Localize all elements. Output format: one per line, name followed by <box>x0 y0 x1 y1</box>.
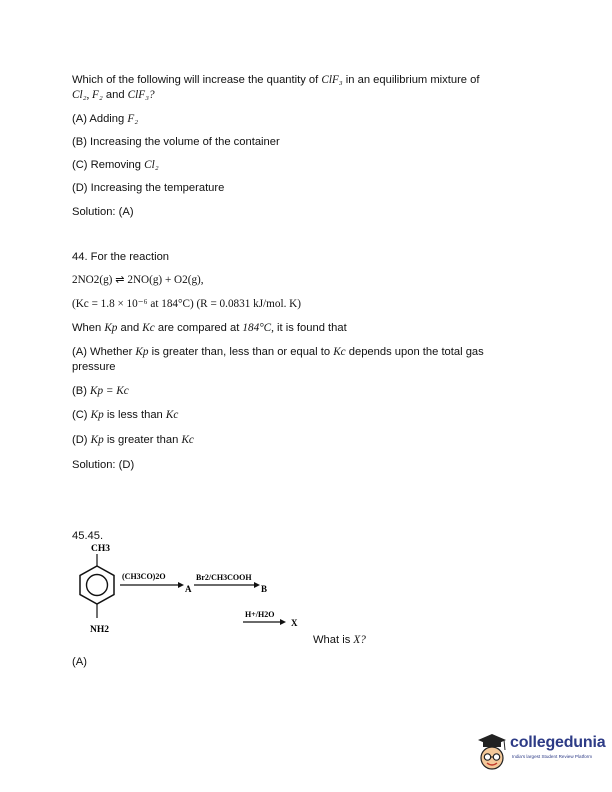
q44-option-d-label: (D) <box>72 434 88 446</box>
q45-arrow-3-head <box>280 619 286 625</box>
q43-stem-species-3: ClF₃? <box>127 89 155 101</box>
logo-wordmark: collegedunia <box>510 734 606 751</box>
q45-reagent-2: Br2/CH3COOH <box>196 573 252 582</box>
q43-option-d: (D) Increasing the temperature <box>72 182 225 194</box>
q44-compare-text-3: are compared at <box>157 322 240 334</box>
q44-option-a-kc: Kc <box>333 346 346 358</box>
collegedunia-logo <box>474 730 606 776</box>
q44-reaction: 2NO2(g) ⇌ 2NO(g) + O2(g), <box>72 274 204 286</box>
q43-option-c-label: (C) Removing <box>72 159 142 171</box>
q44-kc: Kc <box>142 322 155 334</box>
graduate-mascot-icon <box>474 730 510 774</box>
q45-benzene-ring <box>80 566 114 604</box>
q44-compare-line <box>72 321 347 335</box>
q43-stem-species: ClF₃ <box>321 74 343 86</box>
q44-option-c <box>72 408 178 422</box>
q44-temp: 184°C, <box>242 322 274 334</box>
q45-question <box>313 633 366 647</box>
q45-product-x: X <box>291 618 298 628</box>
q44-compare-text-2: and <box>120 322 140 334</box>
q43-option-c-math: Cl₂ <box>144 159 159 171</box>
q44-option-a-text-2: is greater than, less than or equal to <box>151 346 331 358</box>
q43-stem-text: Which of the following will increase the quantity of <box>72 74 319 86</box>
q43-stem-species-2: Cl₂, F₂ <box>72 89 103 101</box>
q44-kp: Kp <box>104 322 118 334</box>
q43-option-a <box>72 112 138 126</box>
q44-solution: Solution: (D) <box>72 459 135 471</box>
q45-product-a: A <box>185 584 192 594</box>
q43-option-a-label: (A) Adding <box>72 113 125 125</box>
q44-option-a-kp: Kp <box>135 346 149 358</box>
q44-compare-text-4: it is found that <box>277 322 347 334</box>
q44-option-d-kc: Kc <box>181 434 194 446</box>
q44-option-a-text-3: depends upon the total gas <box>348 346 484 358</box>
logo-tagline: India's largest Student Review Platform <box>512 754 593 759</box>
q43-option-b: (B) Increasing the volume of the container <box>72 136 280 148</box>
q44-compare-text-1: When <box>72 322 102 334</box>
q44-option-b-label: (B) <box>72 385 87 397</box>
q44-option-c-text: is less than <box>106 409 163 421</box>
q44-option-b-math: Kp = Kc <box>90 385 129 397</box>
q43-option-c <box>72 158 159 172</box>
q44-option-c-label: (C) <box>72 409 88 421</box>
q44-option-c-kp: Kp <box>90 409 104 421</box>
q45-reagent-1: (CH3CO)2O <box>122 572 166 581</box>
q44-option-d-kp: Kp <box>90 434 104 446</box>
q45-option-a: (A) <box>72 656 87 668</box>
q44-option-a-line1 <box>72 345 484 359</box>
q43-option-a-math: F₂ <box>127 113 139 125</box>
q45-question-text: What is <box>313 634 351 646</box>
q43-stem-text-2: in an equilibrium mixture of <box>345 74 480 86</box>
q44-option-a-line2: pressure <box>72 361 116 373</box>
q45-reagent-3: H+/H2O <box>245 610 275 619</box>
q44-option-d-text: is greater than <box>106 434 179 446</box>
q43-solution: Solution: (A) <box>72 206 134 218</box>
q44-option-c-kc: Kc <box>165 409 179 421</box>
q44-option-a-text-1: (A) Whether <box>72 346 133 358</box>
q45-nh2-label: NH2 <box>90 625 109 635</box>
q45-title: 45.45. <box>72 530 104 542</box>
q45-ch3-label: CH3 <box>91 544 110 554</box>
q43-stem-and: and <box>105 89 125 101</box>
q44-option-b <box>72 384 129 398</box>
q45-benzene-circle <box>87 575 108 596</box>
q44-kc-line: (Kc = 1.8 × 10⁻⁶ at 184°C) (R = 0.0831 kJ/mol. K) <box>72 298 301 310</box>
q44-option-d <box>72 433 194 447</box>
q45-question-x: X? <box>353 634 366 646</box>
q45-arrow-1-head <box>178 582 184 588</box>
q45-product-b: B <box>261 584 268 594</box>
q43-stem-line2 <box>72 88 155 102</box>
q44-title: 44. For the reaction <box>72 251 170 263</box>
q43-stem-line1 <box>72 73 479 87</box>
q45-arrow-2-head <box>254 582 260 588</box>
